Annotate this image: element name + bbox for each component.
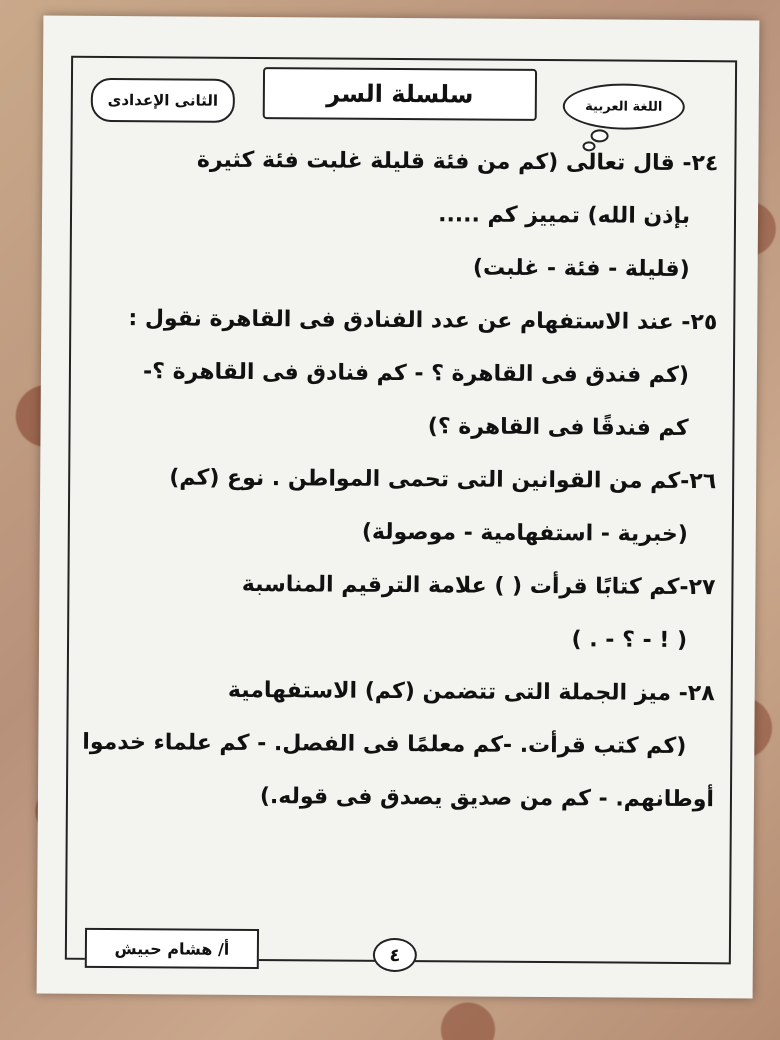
grade-label: الثانى الإعدادى: [91, 78, 235, 123]
author-name: أ/ هشام حبيش: [85, 928, 259, 969]
answer-options: (كم كتب قرأت. -كم معلمًا فى الفصل. - كم علماء خدموا: [82, 729, 687, 760]
question-line: ٢٨- ميز الجملة التى تتضمن (كم) الاستفهامية: [227, 677, 715, 707]
answer-options: (كم فندق فى القاهرة ؟ - كم فنادق فى القاهرة ؟-: [142, 359, 690, 389]
worksheet-page: [37, 16, 760, 999]
question-line: ٢٦-كم من القوانين التى تحمى المواطن . نوع (كم): [169, 465, 717, 495]
answer-options: (خبرية - استفهامية - موصولة): [361, 519, 688, 548]
questions-list: [82, 146, 719, 839]
question-25: [90, 305, 717, 443]
question-27: [89, 570, 716, 655]
subject-thought-bubble: اللغة العربية: [563, 83, 685, 130]
question-26: [90, 464, 717, 549]
page-number: ٤: [373, 938, 417, 972]
series-title: سلسلة السر: [263, 67, 537, 121]
question-line: ٢٧-كم كتابًا قرأت ( ) علامة الترقيم المناسبة: [241, 571, 716, 601]
answer-options: ( ! - ؟ - . ): [571, 627, 688, 654]
answer-options: أوطانهم. - كم من صديق يصدق فى قوله.): [259, 784, 715, 813]
question-line: ٢٤- قال تعالى (كم من فئة قليلة غلبت فئة كثيرة: [196, 147, 719, 177]
thought-bubble-dot: [591, 129, 609, 142]
answer-options: كم فندقًا فى القاهرة ؟): [427, 414, 689, 442]
question-line: ٢٥- عند الاستفهام عن عدد الفنادق فى القاهرة نقول :: [128, 306, 718, 336]
question-28: [82, 676, 715, 814]
answer-options: (قليلة - فئة - غلبت): [472, 255, 690, 283]
question-line: بإذن الله) تمييز كم .....: [438, 202, 691, 230]
question-24: [92, 146, 719, 284]
